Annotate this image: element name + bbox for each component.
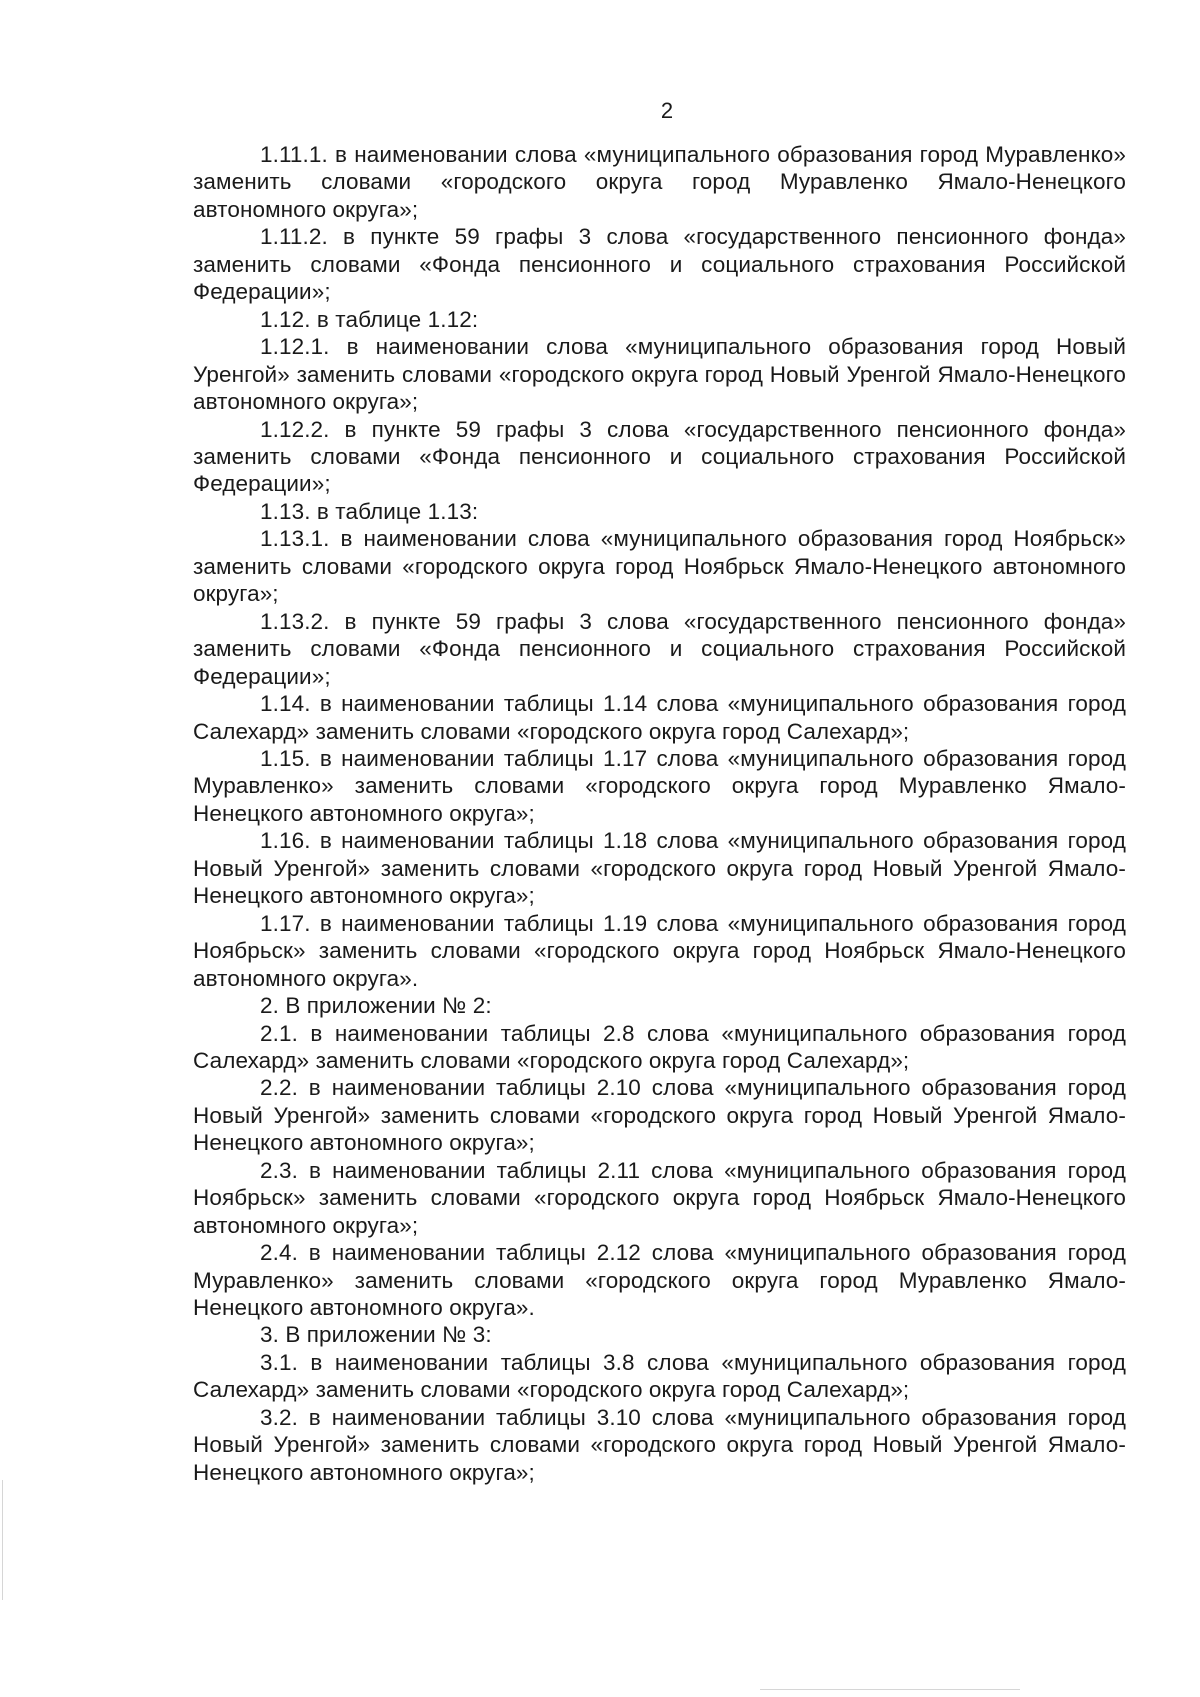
paragraph-1-14: 1.14. в наименовании таблицы 1.14 слова «муниципального образования город Салехард» заменить словами «городского округа город Салехард»; [193, 691, 1126, 744]
paragraph-2-1: 2.1. в наименовании таблицы 2.8 слова «муниципального образования город Салехард» заменить словами «городского округа город Салехард»; [193, 1020, 1126, 1073]
paragraph-1-12: 1.12. в таблице 1.12: [260, 306, 479, 332]
paragraph-2-3: 2.3. в наименовании таблицы 2.11 слова «муниципального образования город Ноябрьск» заменить словами «городского округа город Ноябрьск Ямало-Ненецкого автономного округа»; [193, 1157, 1126, 1238]
page-number: 2 [660, 98, 674, 123]
paragraph-1-11-1: 1.11.1. в наименовании слова «муниципального образования город Муравленко» заменить словами «городского округа город Муравленко Ямало-Ненецкого автономного округа»; [193, 142, 1126, 222]
paragraph-1-13: 1.13. в таблице 1.13: [260, 498, 479, 524]
paragraph-1-12-2: 1.12.2. в пункте 59 графы 3 слова «государственного пенсионного фонда» заменить словами «Фонда пенсионного и социального страхования Российской Федерации»; [193, 416, 1126, 497]
paragraph-2-2: 2.2. в наименовании таблицы 2.10 слова «муниципального образования город Новый Уренгой» заменить словами «городского округа город Новый Уренгой Ямало-Ненецкого автономного округа»; [193, 1075, 1126, 1156]
paragraph-2-4: 2.4. в наименовании таблицы 2.12 слова «муниципального образования город Муравленко» заменить словами «городского округа город Муравленко Ямало-Ненецкого автономного округа». [193, 1240, 1126, 1321]
paragraph-1-17: 1.17. в наименовании таблицы 1.19 слова «муниципального образования город Ноябрьск» заменить словами «городского округа город Ноябрьск Ямало-Ненецкого автономного округа». [193, 910, 1126, 991]
paragraph-2: 2. В приложении № 2: [260, 993, 492, 1019]
paragraph-1-13-1: 1.13.1. в наименовании слова «муниципального образования город Ноябрьск» заменить словами «городского округа город Ноябрьск Ямало-Ненецкого автономного округа»; [193, 526, 1126, 607]
document-body [193, 141, 1126, 1486]
paragraph-1-12-1: 1.12.1. в наименовании слова «муниципального образования город Новый Уренгой» заменить словами «городского округа город Новый Уренгой Ямало-Ненецкого автономного округа»; [193, 334, 1126, 415]
paragraph-1-16: 1.16. в наименовании таблицы 1.18 слова «муниципального образования город Новый Уренгой» заменить словами «городского округа город Новый Уренгой Ямало-Ненецкого автономного округа»; [193, 828, 1126, 909]
paragraph-1-15: 1.15. в наименовании таблицы 1.17 слова «муниципального образования город Муравленко» заменить словами «городского округа город Муравленко Ямало-Ненецкого автономного округа»; [193, 745, 1126, 826]
paragraph-3-1: 3.1. в наименовании таблицы 3.8 слова «муниципального образования город Салехард» заменить словами «городского округа город Салехард»; [193, 1349, 1126, 1403]
scan-edge-left [2, 1480, 3, 1600]
scan-edge-bottom [760, 1689, 1020, 1690]
paragraph-3-2: 3.2. в наименовании таблицы 3.10 слова «муниципального образования город Новый Уренгой» заменить словами «городского округа город Новый Уренгой Ямало-Ненецкого автономного округа»; [193, 1404, 1126, 1485]
paragraph-1-13-2: 1.13.2. в пункте 59 графы 3 слова «государственного пенсионного фонда» заменить словами «Фонда пенсионного и социального страхования Российской Федерации»; [193, 608, 1126, 689]
paragraph-3: 3. В приложении № 3: [260, 1322, 492, 1348]
paragraph-1-11-2: 1.11.2. в пункте 59 графы 3 слова «государственного пенсионного фонда» заменить словами «Фонда пенсионного и социального страхования Российской Федерации»; [193, 224, 1126, 305]
